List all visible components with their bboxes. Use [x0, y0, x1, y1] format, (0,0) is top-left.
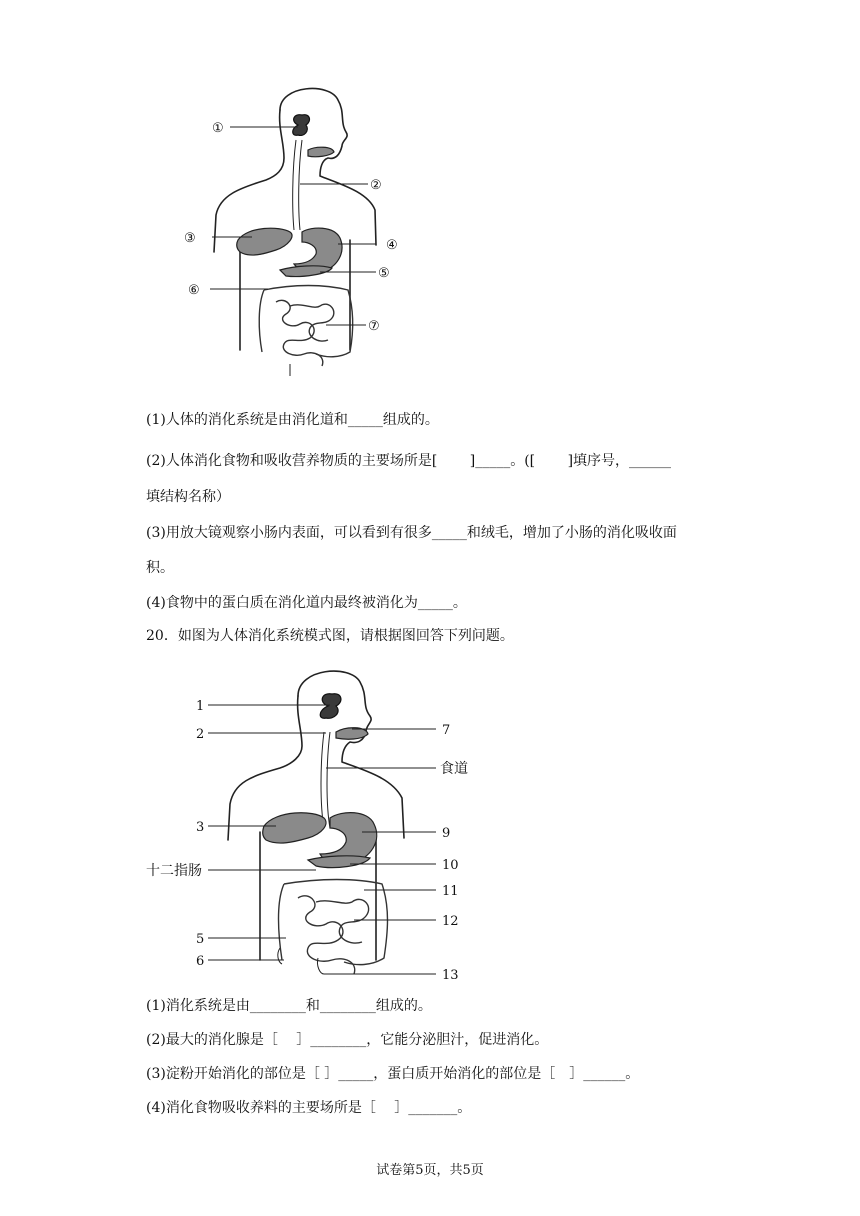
q19-line-1: (1)人体的消化系统是由消化道和_____组成的。: [146, 412, 439, 428]
label-2: 2: [196, 727, 205, 742]
label-1: 1: [196, 699, 205, 714]
q19-line-2: (2)人体消化食物和吸收营养物质的主要场所是[ ]_____。([ ]填序号，______: [146, 453, 672, 469]
large-intestine: [259, 286, 353, 357]
label-2: ②: [370, 178, 382, 193]
salivary-gland: [308, 147, 334, 157]
label-7: ⑦: [368, 319, 380, 334]
label-1: ①: [212, 121, 224, 136]
q19-line-5: 积。: [146, 560, 174, 576]
pancreas: [308, 856, 370, 868]
liver: [237, 228, 292, 255]
label-7: 7: [442, 723, 451, 738]
label-duodenum: 十二指肠: [146, 863, 202, 879]
small-intestine: [298, 896, 369, 974]
digestive-system-diagram-1: [180, 80, 420, 380]
label-6: 6: [196, 954, 205, 969]
label-5: 5: [196, 932, 205, 947]
label-6: ⑥: [188, 283, 200, 298]
q19-line-3: 填结构名称）: [146, 489, 230, 505]
label-12: 12: [442, 914, 459, 929]
q20-stem: 20．如图为人体消化系统模式图，请根据图回答下列问题。: [146, 628, 514, 644]
liver: [263, 813, 326, 843]
q20-line-1: (1)消化系统是由________和________组成的。: [146, 998, 432, 1014]
q20-line-4: (4)消化食物吸收养料的主要场所是［ ］_______。: [146, 1100, 472, 1116]
page-footer: 试卷第5页，共5页: [376, 1163, 484, 1178]
label-3: ③: [184, 231, 196, 246]
label-4: ④: [386, 238, 398, 253]
label-5: ⑤: [378, 266, 390, 281]
label-10: 10: [442, 858, 459, 873]
label-3: 3: [196, 820, 205, 835]
body-outline: [280, 89, 376, 245]
q20-line-2: (2)最大的消化腺是［ ］________，它能分泌胆汁，促进消化。: [146, 1032, 549, 1048]
label-11: 11: [442, 884, 459, 899]
label-9: 9: [442, 826, 451, 841]
pancreas: [280, 266, 332, 277]
label-esophagus: 食道: [440, 761, 468, 777]
q19-line-6: (4)食物中的蛋白质在消化道内最终被消化为_____。: [146, 595, 467, 611]
label-13: 13: [442, 968, 459, 983]
q19-line-4: (3)用放大镜观察小肠内表面，可以看到有很多_____和绒毛，增加了小肠的消化吸收面: [146, 525, 677, 541]
digestive-system-diagram-2: [140, 660, 480, 990]
q20-line-3: (3)淀粉开始消化的部位是［ ］_____，蛋白质开始消化的部位是［ ］______。: [146, 1066, 640, 1082]
